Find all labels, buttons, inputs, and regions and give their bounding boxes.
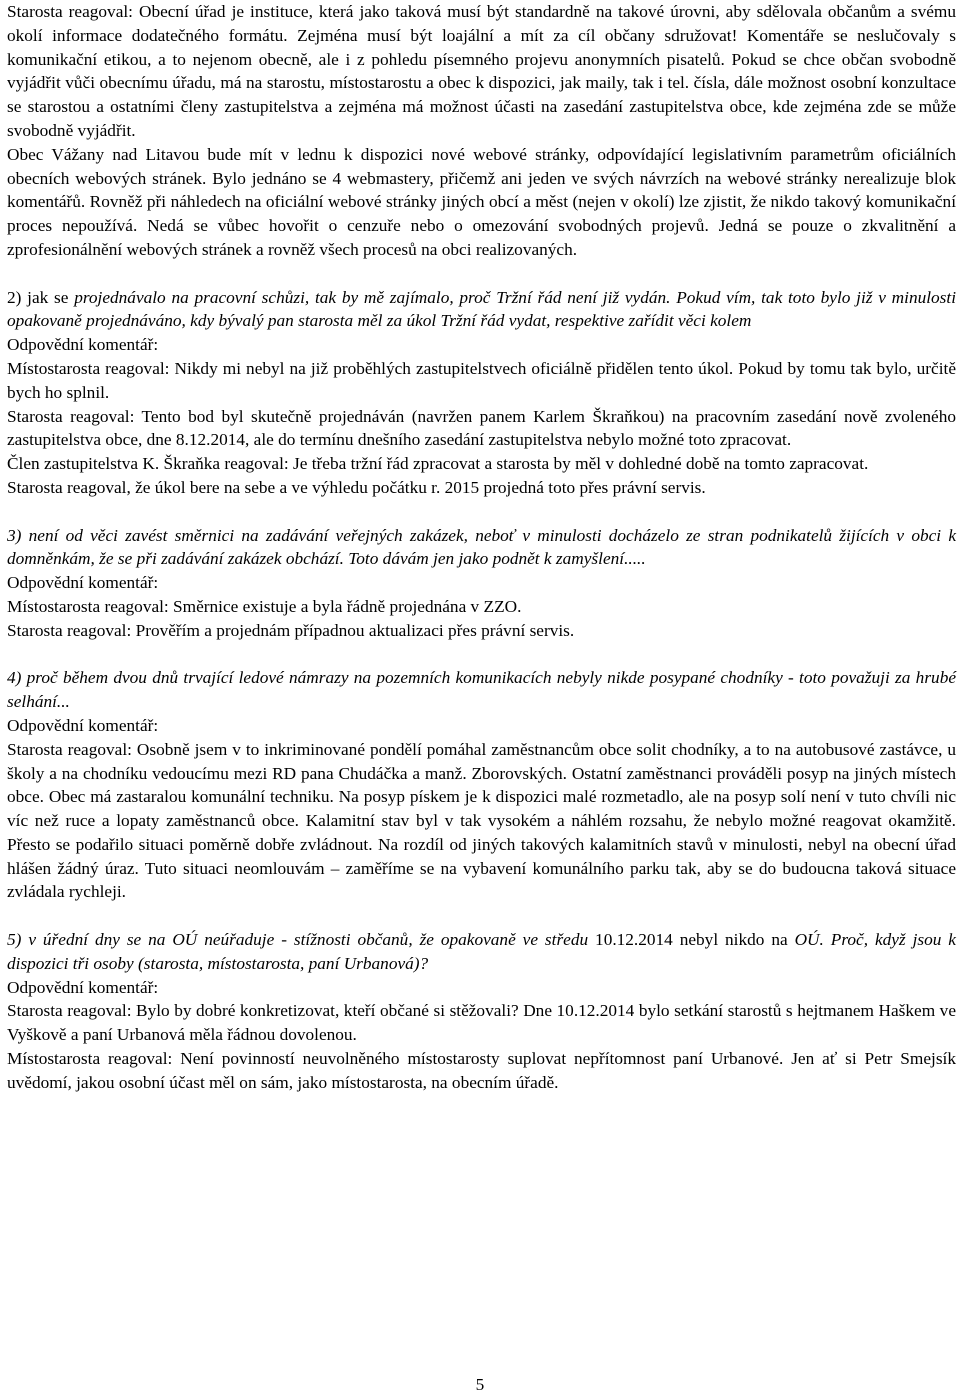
question-5-text: 5) v úřední dny se na OÚ neúřaduje - stížnosti občanů, že opakovaně ve středu: [7, 930, 596, 950]
intro-paragraph-2: Obec Vážany nad Litavou bude mít v lednu k dispozici nové webové stránky, odpovídající legislativním parametrům oficiálních obecních webových stránek. Bylo jednáno se 4 webmastery, přičemž ani jeden ve svých návrzích na webové stránky nerealizuje blok komentářů. Rovněž při náhledech na oficiální webové stránky jiných obcí a měst (nejen v okolí) lze zjistit, že nikdo takový komunikační proces nepoužívá. Nedá se vůbec hovořit o cenzuře nebo o omezování svobodných projevů. Jedná se pouze o zkvalitnění a zprofesionálnění webových stránek a rovněž všech procesů na obci realizovaných.: [7, 144, 956, 259]
question-2: [7, 286, 956, 334]
answer: Místostarosta reagoval: Není povinností neuvolněného místostarosty suplovat nepřítomnost paní Urbanové. Jen ať si Petr Smejsík uvědomí, jakou osobní účast měl on sám, jako místostarosta, na obecním úřadě.: [7, 1049, 956, 1092]
answer: Starosta reagoval: Osobně jsem v to inkriminované pondělí pomáhal zaměstnancům obce solit chodníky, a to na autobusové zastávce, u školy a na chodníku vedoucímu mezi RD pana Chudáčka a manž. Zborovských. Ostatní zaměstnanci prováděli posyp na jiných místech obce. Obec má zastaralou komunální techniku. Na posyp pískem je k dispozici malé rozmetadlo, ale na posyp solí není v tuto chvíli nic víc než ruce a lopaty zaměstnanců obce. Kalamitní stav byl v tak vysokém a náhlém rozsahu, že nebylo možné reagovat okamžitě. Přesto se podařilo situaci poměrně dobře zvládnout. Na rozdíl od jiných takových kalamitních stavů v minulosti, nebyl na obecní úřad hlášen žádný úraz. Tuto situaci neomlouvám – zaměříme se na vybavení komunálního parku tak, aby se do budoucna taková situace zvládala rychleji.: [7, 739, 956, 902]
comment-label: Odpovědní komentář:: [7, 573, 159, 593]
answer: Místostarosta reagoval: Směrnice existuje a byla řádně projednána v ZZO.: [7, 596, 522, 616]
question-2-prefix: 2) jak se: [7, 287, 75, 307]
comment-label: Odpovědní komentář:: [7, 715, 159, 735]
page-number: 5: [475, 1375, 485, 1394]
answer: Člen zastupitelstva K. Škraňka reagoval: Je třeba tržní řád zpracovat a starosta by měl v dohledné době na tomto zapracovat.: [7, 454, 869, 474]
answer: Starosta reagoval, že úkol bere na sebe a ve výhledu počátku r. 2015 projedná toto přes právní servis.: [7, 477, 706, 497]
comment-label: Odpovědní komentář:: [7, 335, 159, 355]
spacer: [7, 262, 956, 286]
question-4: 4) proč během dvou dnů trvající ledové námrazy na pozemních komunikacích nebyly nikde posypané chodníky - toto považuji za hrubé selhání...: [7, 668, 956, 712]
question-5-tail: OÚ. Proč, když jsou k dispozici tři osoby (starosta, místostarosta, paní Urbanová)?: [7, 930, 956, 973]
comment-label: Odpovědní komentář:: [7, 977, 159, 997]
document-page: [7, 0, 956, 1095]
answer: Starosta reagoval: Bylo by dobré konkretizovat, kteří občané si stěžovali? Dne 10.12.2014 bylo setkání starostů s hejtmanem Haškem ve Vyškově a paní Urbanová měla řádnou dovolenou.: [7, 1001, 956, 1045]
answer: Starosta reagoval: Prověřím a projednám případnou aktualizaci přes právní servis.: [7, 620, 575, 640]
answer: Místostarosta reagoval: Nikdy mi nebyl na již proběhlých zastupitelstvech oficiálně přidělen tento úkol. Pokud by tomu tak bylo, určitě bych ho splnil.: [7, 358, 956, 402]
question-3: 3) není od věci zavést směrnici na zadávání veřejných zakázek, neboť v minulosti docházelo ze stran podnikatelů žijících v obci k domněnkám, že se při zadávání zakázek obchází. Toto dávám jen jako podnět k zamyšlení.....: [7, 525, 956, 569]
intro-paragraph-1: Starosta reagoval: Obecní úřad je instituce, která jako taková musí být standardně na takové úrovni, aby sdělovala občanům a svému okolí informace dodatečného formátu. Zejména musí být loajální a mít za cíl občany sdružovat! Komentáře se neslučovaly s komunikační etikou, a to nejenom obecně, ale i z pohledu písemného projevu anonymních pisatelů. Pokud se chce občan svobodně vyjádřit vůči obecnímu úřadu, má na starostu, místostarostu a obec k dispozici, jak maily, tak i tel. čísla, dále možnost osobní konzultace se starostou a ostatními členy zastupitelstva a zejména má možnost účasti na zasedání zastupitelstva obce, kde zejména zde se může svobodně vyjádřit.: [7, 2, 956, 140]
question-5: [7, 928, 956, 976]
answer: Starosta reagoval: Tento bod byl skutečně projednáván (navržen panem Karlem Škraňkou) na pracovním zasedání nově zvoleného zastupitelstva obce, dne 8.12.2014, ale do termínu dnešního zasedání zastupitelstva nebylo možné toto zpracovat.: [7, 406, 956, 450]
spacer: [7, 904, 956, 928]
spacer: [7, 643, 956, 667]
question-5-date: 10.12.2014 nebyl nikdo na: [595, 930, 795, 950]
question-2-text: projednávalo na pracovní schůzi, tak by mě zajímalo, proč Tržní řád není již vydán. Pokud vím, tak toto bylo již v minulosti opakovaně projednáváno, kdy bývalý pan starosta měl za úkol Tržní řád vydat, respektive zařídit věci kolem: [7, 287, 956, 331]
spacer: [7, 500, 956, 524]
